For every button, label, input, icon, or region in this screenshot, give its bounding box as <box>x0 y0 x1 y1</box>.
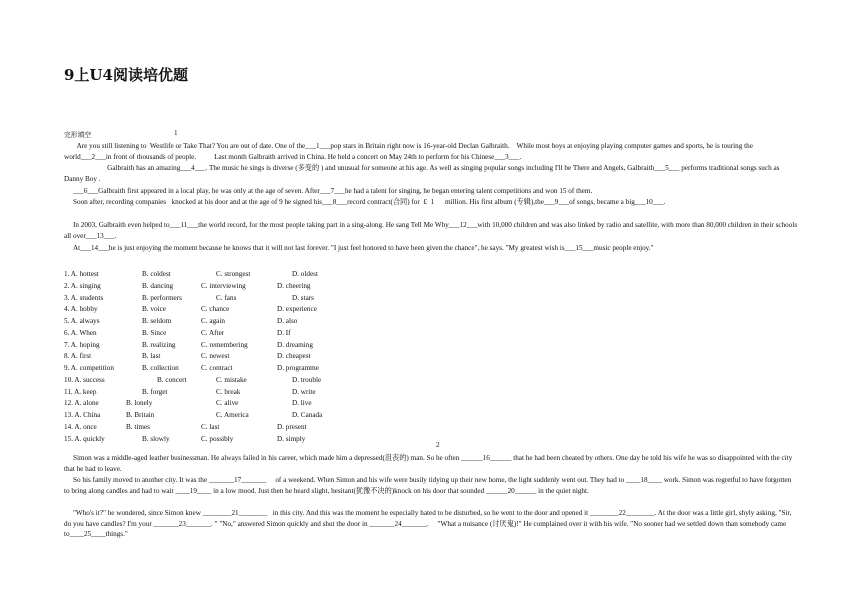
option-choice: C. fans <box>216 293 237 302</box>
option-choice: B. coldest <box>142 270 171 278</box>
option-choice: 12. A. alone <box>64 399 99 408</box>
option-choice: B. seldom <box>142 317 172 325</box>
option-choice: 9. A. competition <box>64 364 114 372</box>
option-choice: D. If <box>277 328 291 337</box>
option-choice: 3. A. students <box>64 293 104 302</box>
option-choice: C. After <box>201 328 225 337</box>
option-choice: B. realizing <box>142 340 176 349</box>
option-choice: D. write <box>292 387 316 396</box>
option-choice: 2. A. singing <box>64 281 101 290</box>
section2-paragraph-1: Simon was a middle-aged leather businessman. He always failed in his career, which made him a depressed(沮丧的) man. So he often ______16______ that he had been cheated by others. One day he told his wife he was so disappointed with the city that he had to leave. <box>64 454 795 473</box>
option-choice: D. cheapest <box>277 352 311 361</box>
option-choice: 15. A. quickly <box>64 434 105 443</box>
option-choice: C. remembering <box>201 340 248 349</box>
section1-paragraph-4: Soon after, recording companies knocked at his door and at the age of 9 he signed his___8___record contract(合同) for ₤ 1 million. His first album (专辑),the___9___of songs, became a big___10___. <box>64 198 666 206</box>
option-choice: B. Britain <box>126 411 155 419</box>
option-choice: B. performers <box>142 293 182 302</box>
option-choice: D. stars <box>292 293 314 302</box>
section1-paragraph-5: In 2003, Galbraith even helped to___11___the world record, for the most people taking part in a sing-along. He sang Tell Me Why___12___with 10,000 children and was also linked by radio and satellite, with more than 80,000 children in their schools all over___13___. <box>64 221 799 240</box>
option-choice: D. dreaming <box>277 340 313 349</box>
section1-paragraph-6: At___14___he is just enjoying the moment because he knows that it will not last forever. "I just feel honored to have been given the chance", he says. "My greatest wish is___15___music people enjoy." <box>64 244 654 252</box>
option-choice: C. strongest <box>216 270 251 278</box>
option-choice: 11. A. keep <box>64 387 97 396</box>
option-choice: B. forget <box>142 387 168 396</box>
option-choice: D. experience <box>277 305 317 314</box>
option-choice: B. times <box>126 422 150 431</box>
option-choice: D. trouble <box>292 375 322 384</box>
option-choice: B. Since <box>142 328 167 337</box>
section2-number: 2 <box>436 441 440 449</box>
option-choice: 14. A. once <box>64 422 97 431</box>
option-choice: C. interviewing <box>201 281 246 290</box>
section1-label: 完形填空 <box>64 132 92 139</box>
option-choice: 13. A. China <box>64 411 101 419</box>
option-choice: B. slowly <box>142 434 170 443</box>
option-choice: C. last <box>201 422 220 431</box>
option-choice: D. present <box>277 422 307 431</box>
option-choice: 6. A. When <box>64 328 97 337</box>
option-choice: 1. A. hottest <box>64 270 99 278</box>
option-choice: C. possibly <box>201 434 234 443</box>
option-choice: C. America <box>216 411 249 419</box>
option-choice: D. cheering <box>277 281 311 290</box>
option-choice: 7. A. hoping <box>64 340 100 349</box>
option-choice: C. newest <box>201 352 230 361</box>
option-choice: 4. A. hobby <box>64 305 98 314</box>
option-choice: D. oldest <box>292 270 318 278</box>
section2-paragraph-3: "Who's it?" he wondered, since Simon knew ________21________ in this city. And this was the moment he especially hated to be disturbed, so he went to the door and opened it ________22________. At the door was a little girl, shyly asking, "Sir, do you have candles? I'm your _______23_______. " "No," answered Simon quickly and shut the door in _______24_______. "What a nuisance (讨厌鬼)!" He complained over it with his wife. "No sooner had we settled down than somebody came to____25____things." <box>64 509 794 539</box>
option-choice: 8. A. first <box>64 352 92 361</box>
option-choice: B. voice <box>142 305 166 314</box>
section1-number: 1 <box>174 129 178 137</box>
option-choice: D. simply <box>277 434 306 443</box>
option-choice: C. again <box>201 317 225 325</box>
option-choice: 5. A. always <box>64 317 100 325</box>
option-choice: B. concert <box>157 375 187 384</box>
option-choice: C. break <box>216 387 241 396</box>
option-choice: B. last <box>142 352 161 361</box>
option-choice: D. live <box>292 399 312 408</box>
option-choice: B. dancing <box>142 281 174 290</box>
section2-paragraph-2: So his family moved to another city. It was the _______17_______ of a weekend. When Simon and his wife were busily tidying up their new home, the light suddenly went out. They had to ____18____ work. Simon was regretful to have forgotten to bring along candles and had to wait ____19____ in a low mood. Just then he heard slight, hesitant(犹豫不决的)knock on his door that sounded ______20______ in the quiet night. <box>64 476 793 495</box>
option-choice: C. chance <box>201 305 230 314</box>
option-choice: C. alive <box>216 399 239 408</box>
section1-paragraph-3: ___6___Galbraith first appeared in a local play, he was only at the age of seven. After___7___he had a talent for singing, he began entering talent competitions and won 15 of them. <box>64 187 593 195</box>
option-choice: 10. A. success <box>64 375 105 384</box>
option-choice: C. mistake <box>216 375 247 384</box>
page-title: 9上U4阅读培优题 <box>64 66 188 84</box>
option-choice: D. also <box>277 317 298 325</box>
option-choice: C. contract <box>201 364 233 372</box>
section1-paragraph-1: Are you still listening to Westlife or Take That? You are out of date. One of the___1___pop stars in Britain right now is 16-year-old Declan Galbraith. While most boys at enjoying playing computer games and sports, he is touring the world___2___in front of thousands of people. Last month Galbraith arrived in China. He held a concert on May 24th to perform for his Chinese___3___. <box>64 142 755 161</box>
option-choice: B. collection <box>142 364 179 372</box>
section1-paragraph-2: Galbraith has an amazing___4___. The music he sings is diverse (多变的 ) and unusual for someone at his age. As well as singing popular songs including I'll be There and Angels, Galbraith___5___ performs traditional songs such as Danny Boy . <box>64 164 782 183</box>
option-choice: D. Canada <box>292 411 323 419</box>
option-choice: B. lonely <box>126 399 153 408</box>
option-choice: D. programme <box>277 364 319 372</box>
